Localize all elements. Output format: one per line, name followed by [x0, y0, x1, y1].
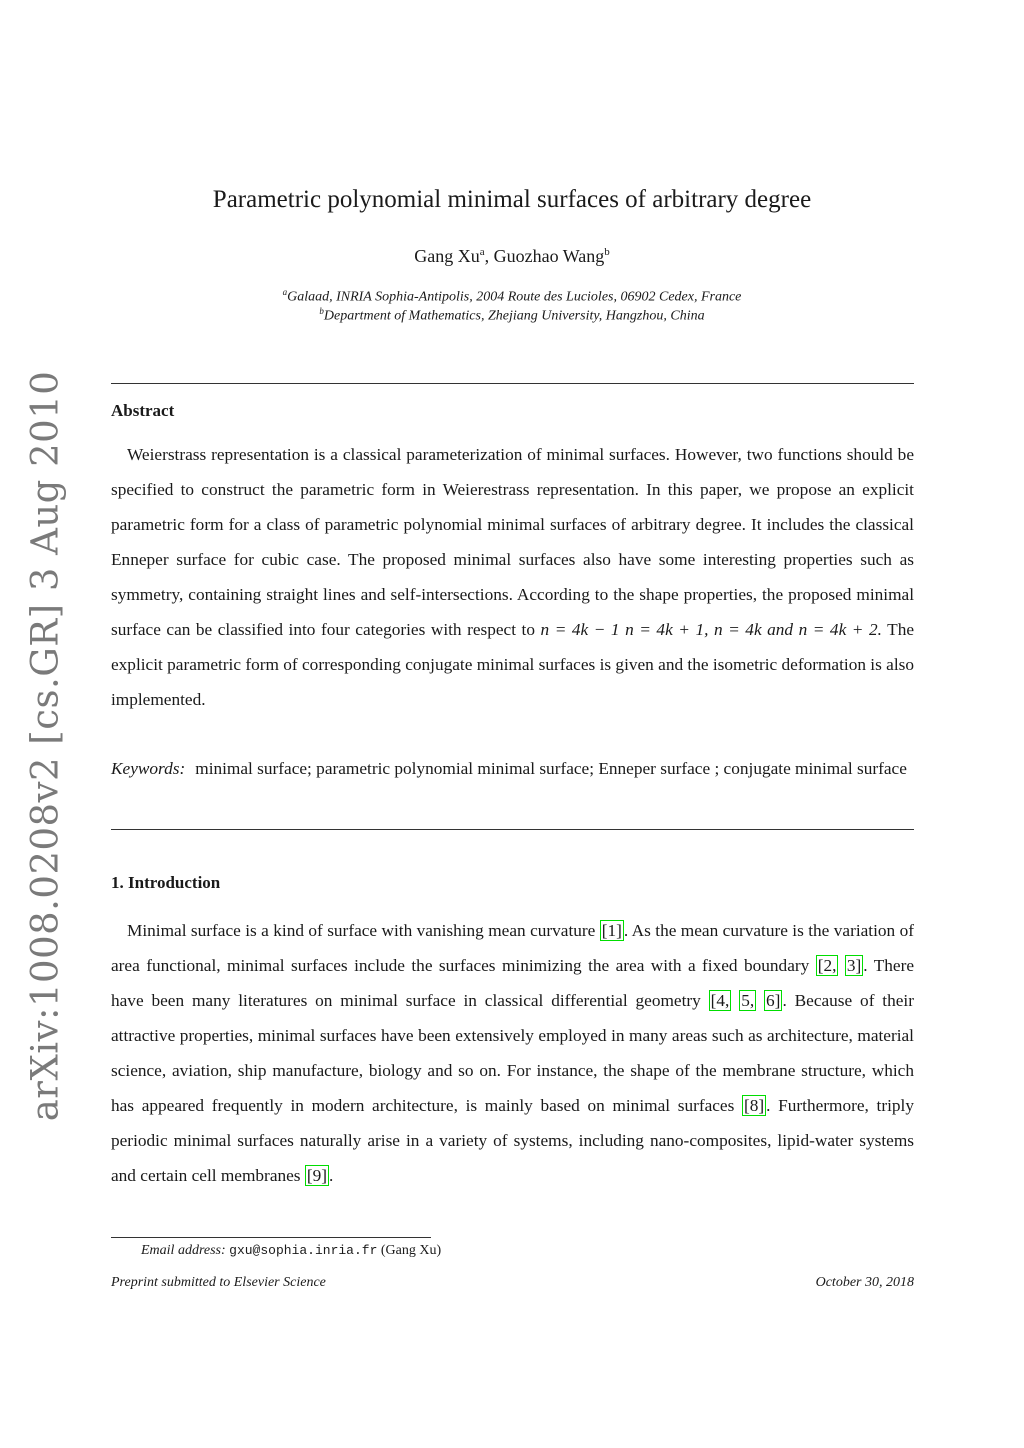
- affiliation-mark: b: [319, 306, 324, 316]
- affiliation-text: Galaad, INRIA Sophia-Antipolis, 2004 Route des Lucioles, 06902 Cedex, France: [287, 289, 742, 305]
- intro-text: Minimal surface is a kind of surface with vanishing mean curvature: [127, 921, 600, 940]
- citation-link[interactable]: [8]: [744, 1096, 765, 1115]
- author-list: [0, 246, 1024, 267]
- author-affiliation-mark: a: [479, 246, 485, 258]
- citation-link[interactable]: [4,: [710, 991, 730, 1010]
- abstract-heading: Abstract: [111, 401, 175, 420]
- preprint-date: October 30, 2018: [815, 1275, 914, 1290]
- intro-text: . Furthermore, triply periodic minimal surfaces naturally arise in a variety of systems, including nano-composites, lipid-water systems and certain cell membranes: [111, 1096, 914, 1185]
- author-name: Guozhao Wang: [493, 246, 605, 266]
- affiliation-mark: a: [282, 287, 288, 297]
- citation-link[interactable]: 5,: [741, 991, 755, 1010]
- citation-link[interactable]: [2,: [817, 956, 837, 975]
- arxiv-identifier-stamp: arXiv:1008.0208v2 [cs.GR] 3 Aug 2010: [23, 370, 67, 1122]
- email-address-link[interactable]: gxu@sophia.inria.fr: [229, 1243, 378, 1258]
- abstract-body: [111, 437, 914, 717]
- affiliation-text: Department of Mathematics, Zhejiang University, Hangzhou, China: [323, 308, 705, 324]
- section-heading-introduction: 1. Introduction: [111, 873, 221, 892]
- keywords: [111, 751, 914, 786]
- keywords-text: minimal surface; parametric polynomial minimal surface; Enneper surface ; conjugate minimal surface: [195, 759, 907, 778]
- citation-link[interactable]: [1]: [601, 921, 622, 940]
- citation-link[interactable]: 3]: [846, 956, 862, 975]
- keywords-label: Keywords:: [111, 759, 186, 778]
- footnote-rule: [111, 1237, 431, 1238]
- abstract-bottom-rule: [111, 829, 914, 830]
- intro-text: .: [329, 1166, 334, 1185]
- author-name: Gang Xu: [414, 246, 480, 266]
- paper-title: Parametric polynomial minimal surfaces of arbitrary degree: [212, 186, 812, 213]
- affiliation-b: [0, 306, 1024, 325]
- abstract-math-cases: n = 4k − 1 n = 4k + 1, n = 4k and n = 4k + 2.: [540, 620, 882, 639]
- footnote-label: Email address:: [141, 1243, 226, 1258]
- citation-link[interactable]: [9]: [306, 1166, 327, 1185]
- author-separator: ,: [484, 246, 494, 266]
- footnote-author: (Gang Xu): [380, 1243, 442, 1258]
- intro-text: . As the mean curvature is the variation of area functional, minimal surfaces include the surfaces minimizing the area with a fixed boundary: [111, 921, 914, 975]
- preprint-notice: Preprint submitted to Elsevier Science: [111, 1275, 326, 1290]
- footnote-email: [141, 1243, 441, 1259]
- abstract-text-end: The explicit parametric form of corresponding conjugate minimal surfaces is given and the isometric deformation is also implemented.: [111, 620, 915, 709]
- citation-link[interactable]: 6]: [766, 991, 781, 1010]
- author-affiliation-mark: b: [604, 246, 610, 258]
- abstract-text: Weierstrass representation is a classical parameterization of minimal surfaces. However, two functions should be specified to construct the parametric form in Weierestrass representation. In this paper, we propose an explicit parametric form for a class of parametric polynomial minimal surfaces of arbitrary degree. It includes the classical Enneper surface for cubic case. The proposed minimal surfaces also have some interesting properties such as symmetry, containing straight lines and self-intersections. According to the shape properties, the proposed minimal surface can be classified into four categories with respect to: [111, 445, 914, 639]
- intro-text: . Because of their attractive properties, minimal surfaces have been extensively employed in many areas such as architecture, material science, aviation, ship manufacture, biology and so on. For instance, the shape of the membrane structure, which has appeared frequently in modern architecture, is mainly based on minimal surfaces: [111, 991, 914, 1115]
- affiliation-a: [0, 287, 1024, 306]
- introduction-paragraph: [111, 913, 914, 1193]
- abstract-top-rule: [111, 383, 914, 384]
- intro-text: . There have been many literatures on minimal surface in classical differential geometry: [111, 956, 914, 1010]
